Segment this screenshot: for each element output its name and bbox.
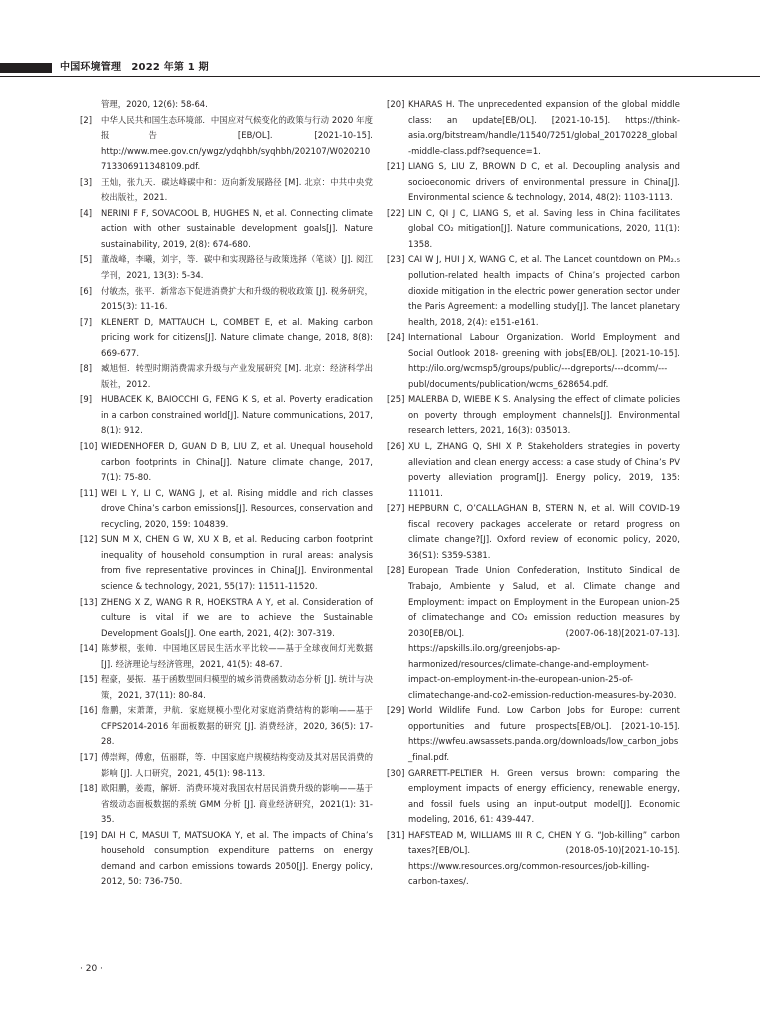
reference-text: 中华人民共和国生态环境部．中国应对气候变化的政策与行动 2020 年度报告 [EB/OL]. [2021-10-15]. http://www.mee.gov.cn/ywgz/ydqhbh/syqhbh/202107/W020210713306911348109.pdf.: [101, 114, 373, 172]
header-bar: [0, 63, 52, 73]
reference-number: [30]: [387, 767, 405, 778]
reference-text: 欧阳鹏，姜霞，解妍．消费环境对我国农村居民消费升级的影响——基于省级动态面板数据的系统 GMM 分析 [J]. 商业经济研究，2021(1): 31-35.: [101, 783, 373, 825]
reference-text: KLENERT D, MATTAUCH L, COMBET E, et al. Making carbon pricing work for citizens[J]. Nature climate change, 2018, 8(8): 669-677.: [101, 316, 373, 358]
reference-item: [80, 206, 373, 253]
running-header: [0, 60, 760, 76]
reference-number: [13]: [80, 596, 98, 607]
reference-number: [27]: [387, 503, 405, 514]
reference-item: [80, 703, 373, 750]
reference-continuation: 管理，2020, 12(6): 58-64.: [101, 99, 208, 109]
reference-item: [387, 828, 680, 890]
reference-item: [387, 330, 680, 392]
reference-number: [29]: [387, 705, 405, 716]
reference-item: [387, 501, 680, 563]
reference-text: XU L, ZHANG Q, SHI X P. Stakeholders strategies in poverty alleviation and clean energy access: a case study of China’s PV poverty alleviation program[J]. Energy policy, 2019, 135: 111011.: [408, 441, 680, 498]
header-rule: [0, 76, 760, 77]
reference-item: [387, 159, 680, 206]
reference-text: European Trade Union Confederation, Instituto Sindical de Trabajo, Ambiente y Salud, et al. Climate change and Employment: impact on Employment in the European union-25 of climatechange and CO₂ emission reduction measures by 2030[EB/OL]. (2007-06-18)[2021-07-13]. https://apskills.ilo.org/greenjobs-ap-harmonized/resources/climate-change-and-employment-impact-on-employment-in-the-european-union-25-of-climatechange-and-co2-emission-reduction-measures-by-2030.: [408, 565, 680, 700]
reference-text: ZHENG X Z, WANG R R, HOEKSTRA A Y, et al. Consideration of culture is vital if we are to achieve the Sustainable Development Goals[J]. One earth, 2021, 4(2): 307-319.: [101, 596, 373, 638]
reference-item: [80, 392, 373, 439]
journal-title: 中国环境管理 2022 年第 1 期: [60, 62, 209, 73]
reference-text: WIEDENHOFER D, GUAN D B, LIU Z, et al. Unequal household carbon footprints in China[J]. Nature climate change, 2017, 7(1): 75-80.: [101, 441, 373, 483]
reference-item: [80, 672, 373, 703]
reference-number: [5]: [80, 254, 93, 265]
reference-item: [80, 750, 373, 781]
reference-item: [80, 252, 373, 283]
reference-text: 王灿，张九天．碳达峰碳中和：迈向新发展路径 [M]. 北京：中共中央党校出版社，2021.: [101, 176, 373, 203]
reference-number: [31]: [387, 829, 405, 840]
reference-number: [26]: [387, 441, 405, 452]
reference-text: HEPBURN C, O’CALLAGHAN B, STERN N, et al. Will COVID-19 fiscal recovery packages accelerate or retard progress on climate change?[J]. Oxford review of economic policy, 2020, 36(S1): S359-S381.: [408, 503, 680, 560]
reference-item: [80, 175, 373, 206]
page-number: · 20 ·: [80, 964, 103, 974]
reference-text: 臧旭恒．转型时期消费需求升级与产业发展研究 [M]. 北京：经济科学出版社，2012.: [101, 363, 373, 389]
reference-number: [11]: [80, 487, 98, 498]
reference-text: KHARAS H. The unprecedented expansion of the global middle class: an update[EB/OL]. [2021-10-15]. https://think-asia.org/bitstream/handle/11540/7251/global_20170228_global-middle-class.pdf?sequence=1.: [408, 99, 680, 156]
reference-number: [8]: [80, 363, 93, 374]
reference-text: GARRETT-PELTIER H. Green versus brown: comparing the employment impacts of energy efficiency, renewable energy, and fossil fuels using an input-output model[J]. Economic modeling, 2016, 61: 439-447.: [408, 767, 680, 825]
reference-item: [80, 113, 373, 175]
reference-number: [3]: [80, 176, 93, 187]
reference-text: SUN M X, CHEN G W, XU X B, et al. Reducing carbon footprint inequality of household consumption in rural areas: analysis from five representative provinces in China[J]. Environmental science & technology, 2021, 55(17): 11511-11520.: [101, 534, 373, 591]
reference-text: HUBACEK K, BAIOCCHI G, FENG K S, et al. Poverty eradication in a carbon constrained world[J]. Nature communications, 2017, 8(1): 912.: [101, 394, 373, 436]
reference-number: [22]: [387, 207, 405, 218]
reference-text: 董战峰，李曦，刘宇，等．碳中和实现路径与政策选择（笔谈）[J]. 阅江学刊，2021, 13(3): 5-34.: [101, 254, 373, 281]
reference-number: [16]: [80, 705, 98, 716]
reference-item: [387, 252, 680, 330]
reference-text: WEI L Y, LI C, WANG J, et al. Rising middle and rich classes drove China’s carbon emissions[J]. Resources, conservation and recycling, 2020, 159: 104839.: [101, 487, 373, 529]
reference-text: International Labour Organization. World Employment and Social Outlook 2018- greening with jobs[EB/OL]. [2021-10-15]. http://ilo.org/wcmsp5/groups/public/---dgreports/---dcomm/---publ/documents/publication/wcms_628654.pdf.: [408, 332, 680, 389]
reference-text: World Wildlife Fund. Low Carbon Jobs for Europe: current opportunities and future prospects[EB/OL]. [2021-10-15]. https://wwfeu.awsassets.panda.org/downloads/low_carbon_jobs_final.pdf.: [408, 705, 680, 762]
reference-item: [80, 315, 373, 362]
reference-item: [80, 439, 373, 486]
reference-item: [387, 766, 680, 828]
reference-number: [25]: [387, 394, 405, 405]
reference-text: NERINI F F, SOVACOOL B, HUGHES N, et al. Connecting climate action with other sustainable development goals[J]. Nature sustainability, 2019, 2(8): 674-680.: [101, 207, 373, 249]
reference-number: [23]: [387, 254, 405, 265]
reference-number: [14]: [80, 643, 98, 654]
reference-item: [80, 361, 373, 392]
reference-number: [7]: [80, 316, 93, 327]
reference-item: [387, 392, 680, 439]
reference-text: HAFSTEAD M, WILLIAMS III R C, CHEN Y G. “Job-killing” carbon taxes?[EB/OL]. (2018-05-10)[2021-10-15]. https://www.resources.org/common-resources/job-killing-carbon-taxes/.: [408, 829, 680, 887]
reference-number: [9]: [80, 394, 93, 405]
reference-text: 詹鹏，宋萧萧，尹航．家庭规模小型化对家庭消费结构的影响——基于 CFPS2014-2016 年面板数据的研究 [J]. 消费经济，2020, 36(5): 17-28.: [101, 705, 373, 747]
reference-number: [24]: [387, 332, 405, 343]
reference-text: LIN C, QI J C, LIANG S, et al. Saving less in China facilitates global CO₂ mitigation[J]. Nature communications, 2020, 11(1): 1358.: [408, 207, 680, 249]
reference-number: [21]: [387, 161, 405, 172]
reference-item: [387, 703, 680, 765]
reference-number: [17]: [80, 751, 98, 762]
reference-text: 陈梦根，张帅．中国地区居民生活水平比较——基于全球夜间灯光数据 [J]. 经济理论与经济管理，2021, 41(5): 48-67.: [101, 643, 373, 669]
reference-text: 程豪，晏振．基于函数型回归模型的城乡消费函数动态分析 [J]. 统计与决策，2021, 37(11): 80-84.: [101, 674, 373, 700]
reference-item: [80, 595, 373, 642]
reference-number: [20]: [387, 99, 405, 109]
reference-item: [387, 206, 680, 253]
reference-item: [80, 781, 373, 828]
reference-number: [10]: [80, 441, 98, 452]
reference-number: [2]: [80, 114, 93, 125]
reference-item: [387, 97, 680, 159]
references-left-column: [80, 97, 373, 890]
reference-number: [18]: [80, 783, 98, 794]
reference-number: [6]: [80, 285, 93, 296]
reference-item: [80, 641, 373, 672]
reference-item: [80, 828, 373, 890]
reference-text: CAI W J, HUI J X, WANG C, et al. The Lancet countdown on PM₂.₅ pollution-related health impacts of China’s projected carbon dioxide mitigation in the electric power generation sector under the Paris Agreement: a modelling study[J]. The lancet planetary health, 2018, 2(4): e151-e161.: [408, 254, 680, 327]
reference-number: [4]: [80, 207, 93, 218]
reference-text: 付敏杰，张平．新常态下促进消费扩大和升级的税收政策 [J]. 税务研究，2015(3): 11-16.: [101, 285, 373, 312]
reference-item: [387, 563, 680, 703]
reference-item: [80, 532, 373, 594]
reference-item: [80, 486, 373, 533]
reference-item: [387, 439, 680, 501]
reference-text: LIANG S, LIU Z, BROWN D C, et al. Decoupling analysis and socioeconomic drivers of environmental pressure in China[J]. Environmental science & technology, 2014, 48(2): 1103-1113.: [408, 161, 680, 203]
reference-item: [80, 284, 373, 315]
reference-text: 傅崇辉，傅愈，伍丽群，等．中国家庭户规模结构变动及其对居民消费的影响 [J]. 人口研究，2021, 45(1): 98-113.: [101, 751, 373, 778]
reference-number: [15]: [80, 674, 98, 685]
reference-text: MALERBA D, WIEBE K S. Analysing the effect of climate policies on poverty through employment channels[J]. Environmental research letters, 2021, 16(3): 035013.: [408, 394, 680, 436]
references-right-column: [387, 97, 680, 890]
reference-text: DAI H C, MASUI T, MATSUOKA Y, et al. The impacts of China’s household consumption expenditure patterns on energy demand and carbon emissions towards 2050[J]. Energy policy, 2012, 50: 736-750.: [101, 829, 373, 887]
reference-number: [19]: [80, 829, 98, 840]
reference-number: [28]: [387, 565, 405, 576]
reference-number: [12]: [80, 534, 98, 545]
